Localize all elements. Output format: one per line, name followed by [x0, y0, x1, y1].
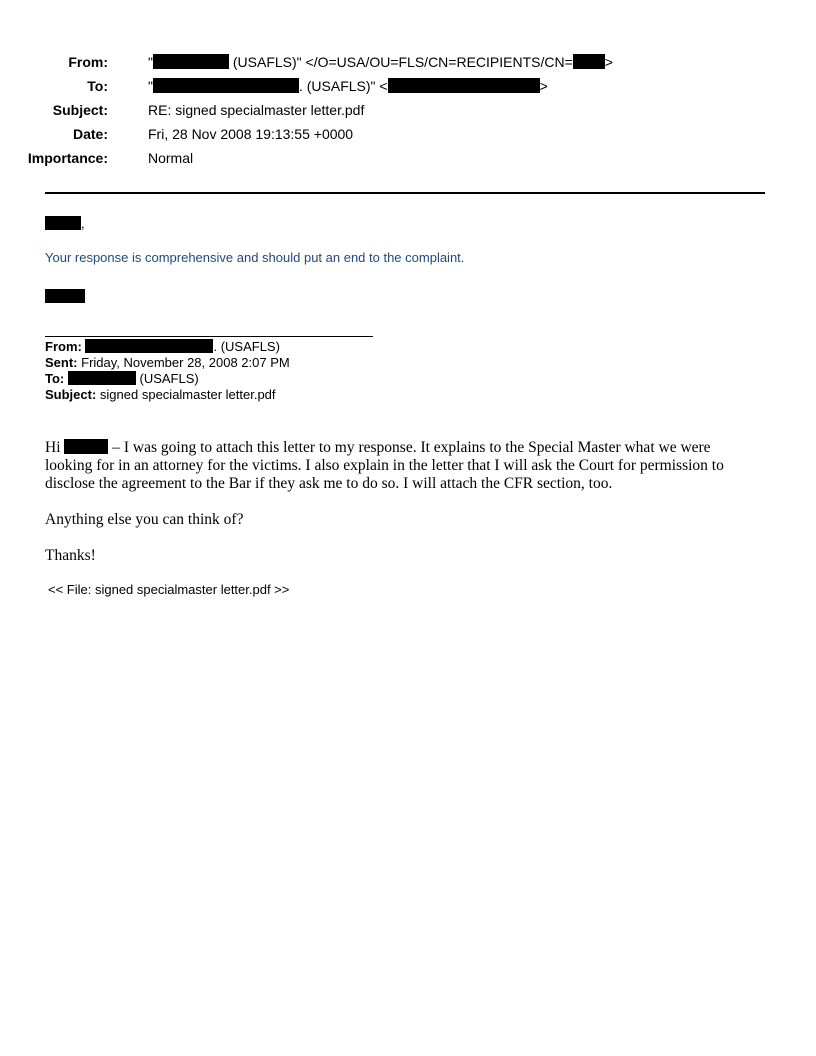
date-value: Fri, 28 Nov 2008 19:13:55 +0000 [148, 126, 354, 142]
redaction-block [64, 439, 108, 454]
original-sent-row [45, 355, 745, 371]
to-label: To: [87, 78, 108, 94]
attachment-reference[interactable]: << File: signed specialmaster letter.pdf >> [48, 582, 290, 597]
from-close: > [604, 54, 613, 70]
redaction-block [45, 216, 81, 230]
redaction-block [153, 54, 229, 69]
redaction-block [153, 78, 299, 93]
original-subject-row [45, 387, 745, 403]
to-value [148, 78, 548, 94]
redaction-block [388, 78, 540, 93]
from-value [148, 54, 613, 70]
date-label: Date: [72, 126, 108, 142]
reply-signature [45, 288, 85, 306]
to-quote: " [148, 78, 153, 94]
original-to-label: To: [45, 371, 65, 386]
original-sent-value: Friday, November 28, 2008 2:07 PM [81, 355, 290, 370]
from-address: (USAFLS)" </O=USA/OU=FLS/CN=RECIPIENTS/CN= [232, 54, 573, 70]
original-to-row [45, 371, 745, 387]
importance-label: Importance: [27, 150, 108, 166]
reply-text: Your response is comprehensive and should put an end to the complaint. [45, 250, 465, 265]
to-close: > [539, 78, 548, 94]
header-from-row [0, 54, 780, 78]
original-from-row [45, 339, 745, 355]
message-paragraph-text: – I was going to attach this letter to my response. It explains to the Special Master what we were looking for in an attorney for the victims. I also explain in the letter that I will ask the Court for permission to disclose the agreement to the Bar if they ask me to do so. I will attach the CFR section, too. [45, 439, 724, 492]
greeting-comma: , [81, 216, 85, 231]
redaction-block [85, 339, 213, 353]
original-message-divider [45, 336, 373, 337]
header-subject-row [0, 102, 780, 126]
original-to-value: (USAFLS) [139, 371, 199, 386]
redaction-block [68, 371, 136, 385]
message-paragraph [45, 439, 761, 493]
message-paragraph: Anything else you can think of? [45, 511, 244, 528]
header-importance-row [0, 150, 780, 174]
reply-greeting [45, 216, 85, 231]
header-date-row [0, 126, 780, 150]
header-divider [45, 192, 765, 194]
subject-value: RE: signed specialmaster letter.pdf [148, 102, 365, 118]
from-quote: " [148, 54, 153, 70]
original-subject-label: Subject: [45, 387, 97, 402]
message-hi: Hi [45, 439, 61, 456]
importance-value: Normal [148, 150, 194, 166]
to-address: . (USAFLS)" < [298, 78, 388, 94]
original-from-value: . (USAFLS) [213, 339, 280, 354]
redaction-block [573, 54, 605, 69]
original-sent-label: Sent: [45, 355, 78, 370]
from-label: From: [68, 54, 108, 70]
header-to-row [0, 78, 780, 102]
redaction-block [45, 289, 85, 303]
original-from-label: From: [45, 339, 82, 354]
original-subject-value: signed specialmaster letter.pdf [99, 387, 276, 402]
subject-label: Subject: [52, 102, 108, 118]
message-paragraph: Thanks! [45, 547, 96, 564]
